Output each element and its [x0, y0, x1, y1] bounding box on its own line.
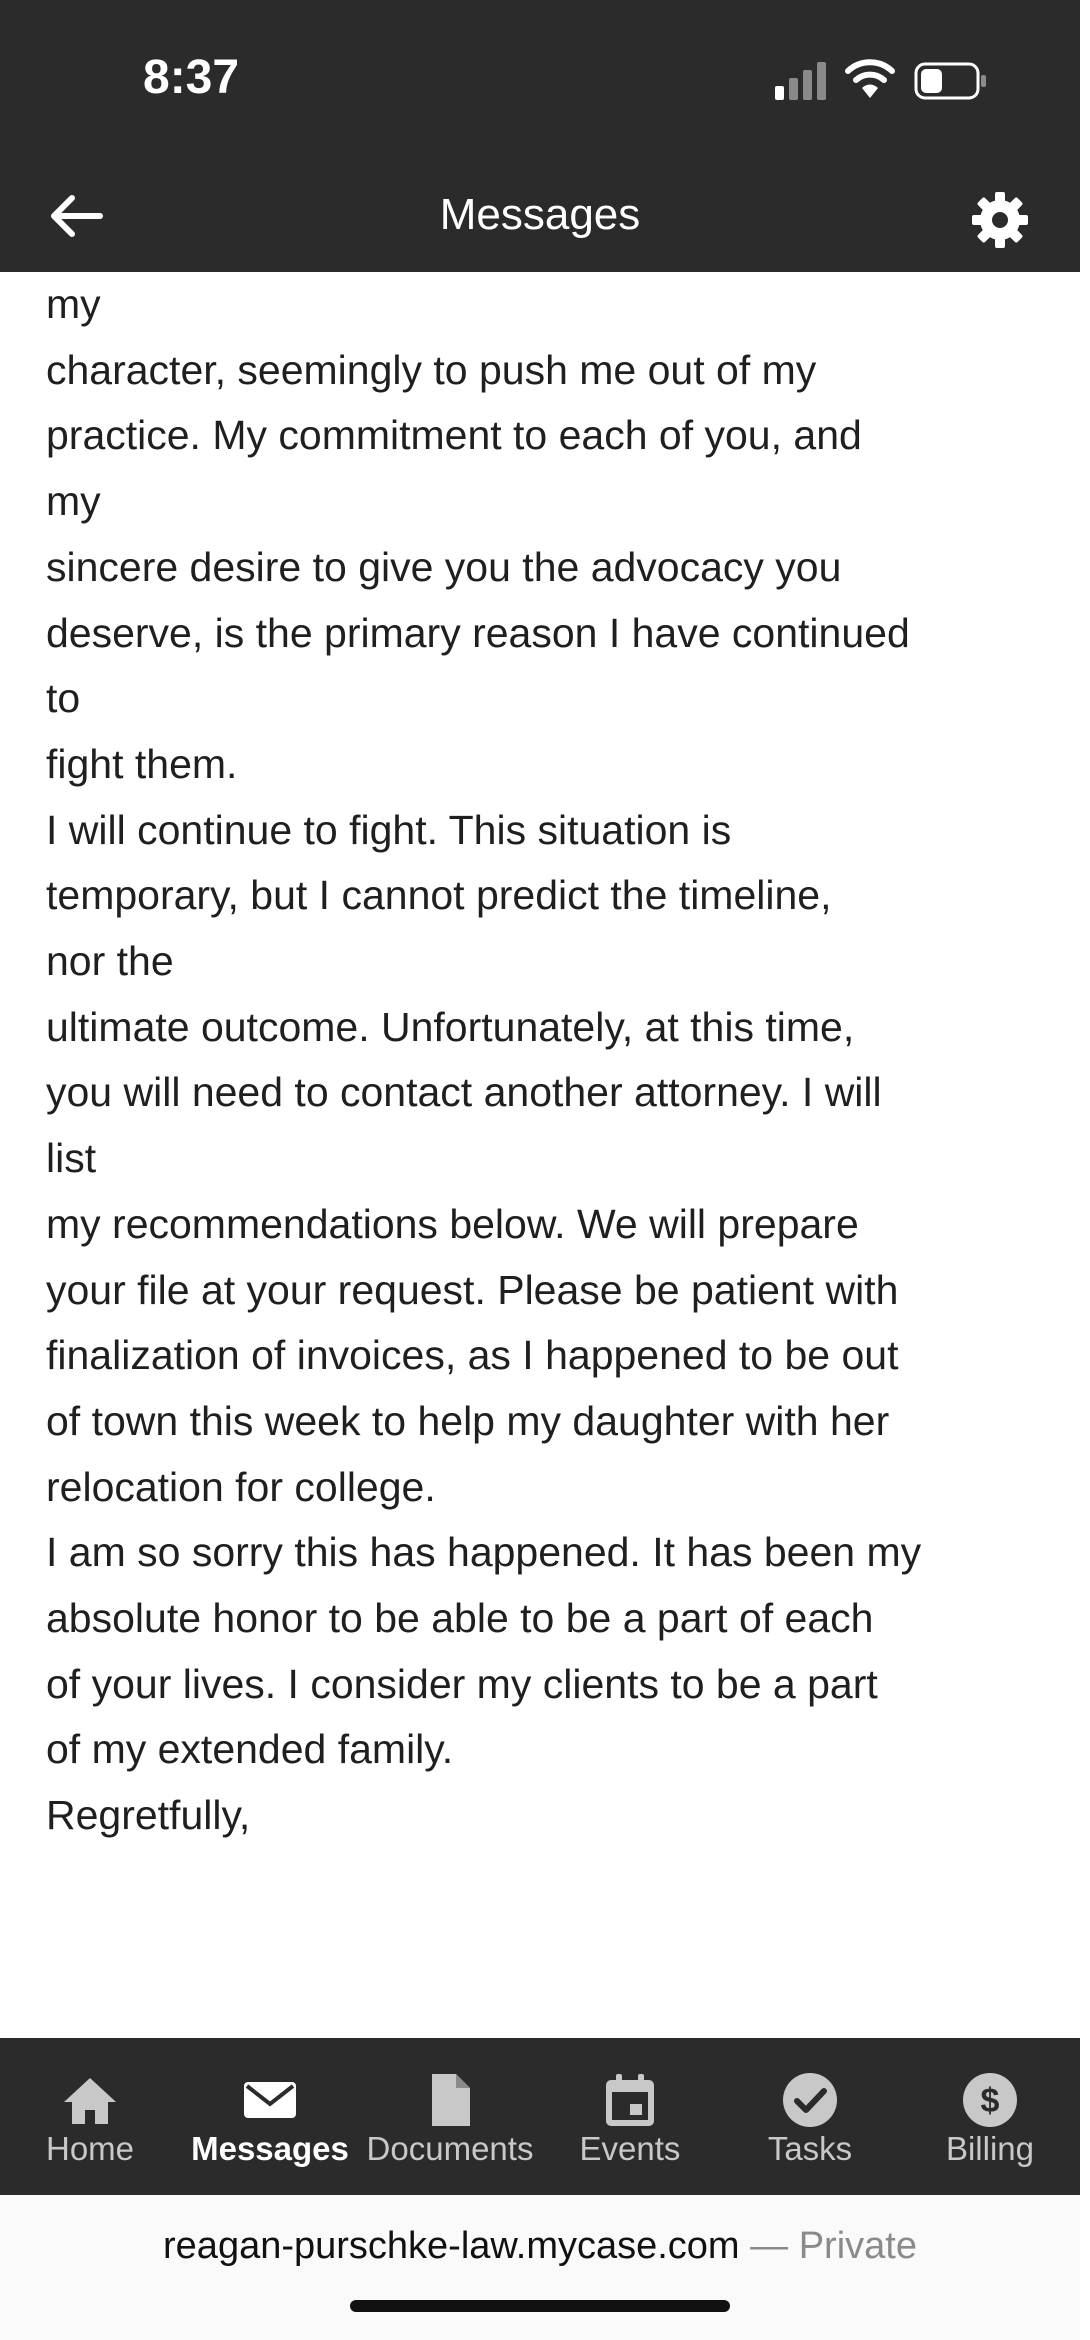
svg-text:$: $ — [980, 2082, 1000, 2120]
message-line: your file at your request. Please be patient with — [46, 1266, 899, 1313]
message-line: finalization of invoices, as I happened to be out — [46, 1332, 899, 1379]
message-line: my — [46, 478, 101, 525]
message-line: my — [46, 281, 101, 327]
message-line: absolute honor to be able to be a part of each — [46, 1595, 874, 1642]
tab-documents[interactable] — [360, 2038, 540, 2195]
wifi-icon — [845, 56, 895, 100]
envelope-icon — [240, 2070, 300, 2130]
tab-events[interactable] — [540, 2038, 720, 2195]
tab-billing[interactable] — [900, 2038, 1080, 2195]
dollar-icon — [960, 2070, 1020, 2130]
clock-time: 8:37 — [143, 51, 240, 104]
private-label: — Private — [750, 2225, 917, 2267]
blank-line — [46, 1849, 1046, 1915]
message-line: you will need to contact another attorney. I will — [46, 1069, 882, 1116]
message-line: nor the — [46, 938, 174, 985]
home-indicator[interactable] — [350, 2300, 730, 2312]
calendar-icon — [600, 2070, 660, 2130]
message-line: deserve, is the primary reason I have continued — [46, 609, 910, 656]
message-line: fight them. — [46, 740, 238, 787]
blank-line — [46, 1915, 1046, 1981]
message-line: ultimate outcome. Unfortunately, at this time, — [46, 1003, 855, 1050]
tab-messages[interactable] — [180, 2038, 360, 2195]
tab-label: Billing — [945, 2130, 1035, 2167]
url-display[interactable] — [0, 2225, 1080, 2268]
message-line: temporary, but I cannot predict the timeline, — [46, 872, 832, 919]
tab-label: Home — [45, 2130, 135, 2167]
tab-label: Events — [579, 2130, 681, 2167]
tab-label: Documents — [366, 2130, 534, 2167]
message-line: relocation for college. — [46, 1463, 436, 1510]
document-icon — [420, 2070, 480, 2130]
browser-url-bar[interactable] — [0, 2195, 1080, 2340]
cellular-signal-icon — [775, 60, 831, 100]
message-line: I will continue to fight. This situation is — [46, 806, 732, 853]
message-line: to — [46, 675, 81, 722]
message-body — [46, 272, 1046, 2112]
tab-label: Messages — [191, 2130, 349, 2167]
message-line: I am so sorry this has happened. It has been my — [46, 1529, 922, 1576]
home-icon — [60, 2070, 120, 2130]
blank-line — [46, 1980, 1046, 2046]
message-line: Regretfully, — [46, 1792, 251, 1839]
battery-icon — [914, 62, 988, 100]
message-line: my recommendations below. We will prepare — [46, 1200, 859, 1247]
gear-icon[interactable] — [968, 188, 1032, 252]
message-line: list — [46, 1135, 97, 1182]
message-content[interactable] — [0, 272, 1080, 2038]
url-domain: reagan-purschke-law.mycase.com — [163, 2225, 740, 2267]
message-line: of my extended family. — [46, 1726, 454, 1773]
tab-tasks[interactable] — [720, 2038, 900, 2195]
tab-home[interactable] — [0, 2038, 180, 2195]
message-line: character, seemingly to push me out of my — [46, 346, 817, 393]
message-line: sincere desire to give you the advocacy you — [46, 543, 842, 590]
checkmark-icon — [780, 2070, 840, 2130]
message-line: of town this week to help my daughter with her — [46, 1397, 890, 1444]
tab-label: Tasks — [767, 2130, 853, 2167]
message-line: practice. My commitment to each of you, and — [46, 412, 862, 459]
tab-bar — [0, 2038, 1080, 2195]
nav-bar — [0, 160, 1080, 272]
status-bar — [0, 0, 1080, 160]
message-line: of your lives. I consider my clients to be a part — [46, 1660, 878, 1707]
page-title: Messages — [439, 190, 641, 239]
